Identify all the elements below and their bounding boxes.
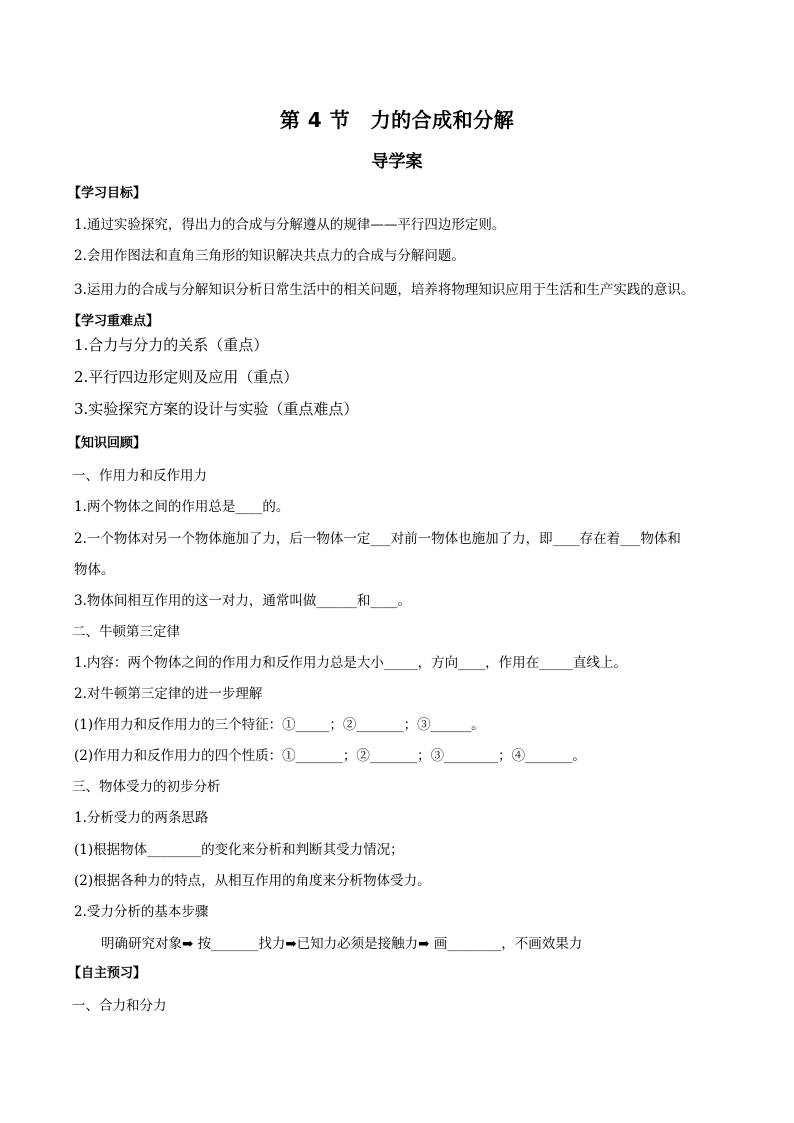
analysis-steps: 明确研究对象➡ 按_______找力➡已知力必须是接触力➡ 画________，不画效果力 bbox=[101, 936, 583, 952]
review-item: 2.受力分析的基本步骤 bbox=[74, 904, 209, 920]
subsection-title: 二、牛顿第三定律 bbox=[72, 624, 180, 640]
goal-item: 2.会用作图法和直角三角形的知识解决共点力的合成与分解问题。 bbox=[74, 248, 465, 264]
section-heading-review: 【知识回顾】 bbox=[68, 436, 147, 451]
page-subtitle: 导学案 bbox=[371, 152, 423, 172]
review-item: 2.一个物体对另一个物体施加了力，后一物体一定___对前一物体也施加了力，即____存在着___物体和 bbox=[74, 531, 681, 547]
key-point-item: 2.平行四边形定则及应用（重点） bbox=[74, 368, 299, 386]
page-title: 第 4 节 力的合成和分解 bbox=[279, 108, 515, 132]
goal-item: 1.通过实验探究，得出力的合成与分解遵从的规律——平行四边形定则。 bbox=[74, 217, 506, 233]
review-item: 2.对牛顿第三定律的进一步理解 bbox=[74, 686, 263, 702]
section-heading-goals: 【学习目标】 bbox=[68, 186, 147, 201]
key-point-item: 1.合力与分力的关系（重点） bbox=[74, 336, 269, 354]
section-heading-key-points: 【学习重难点】 bbox=[68, 314, 160, 329]
review-item: 1.两个物体之间的作用总是____的。 bbox=[74, 499, 290, 515]
review-item: 1.内容：两个物体之间的作用力和反作用力总是大小_____，方向____，作用在_____直线上。 bbox=[74, 655, 627, 671]
goal-item: 3.运用力的合成与分解知识分析日常生活中的相关问题，培养将物理知识应用于生活和生产实践的意识。 bbox=[74, 282, 695, 298]
review-item: 3.物体间相互作用的这一对力，通常叫做______和____。 bbox=[74, 593, 411, 609]
key-point-item: 3.实验探究方案的设计与实验（重点难点） bbox=[74, 400, 359, 418]
review-item: (2)作用力和反作用力的四个性质：①_______；②_______；③________；④_______。 bbox=[74, 748, 586, 764]
review-item: (2)根据各种力的特点，从相互作用的角度来分析物体受力。 bbox=[74, 873, 431, 889]
section-heading-preview: 【自主预习】 bbox=[68, 966, 147, 981]
review-item: 物体。 bbox=[74, 562, 115, 578]
subsection-title: 三、物体受力的初步分析 bbox=[72, 779, 221, 795]
subsection-title: 一、合力和分力 bbox=[72, 998, 167, 1014]
review-item: 1.分析受力的两条思路 bbox=[74, 810, 209, 826]
review-item: (1)作用力和反作用力的三个特征：①_____；②_______；③______。 bbox=[74, 717, 485, 733]
subsection-title: 一、作用力和反作用力 bbox=[72, 468, 207, 484]
review-item: (1)根据物体________的变化来分析和判断其受力情况； bbox=[74, 842, 404, 858]
